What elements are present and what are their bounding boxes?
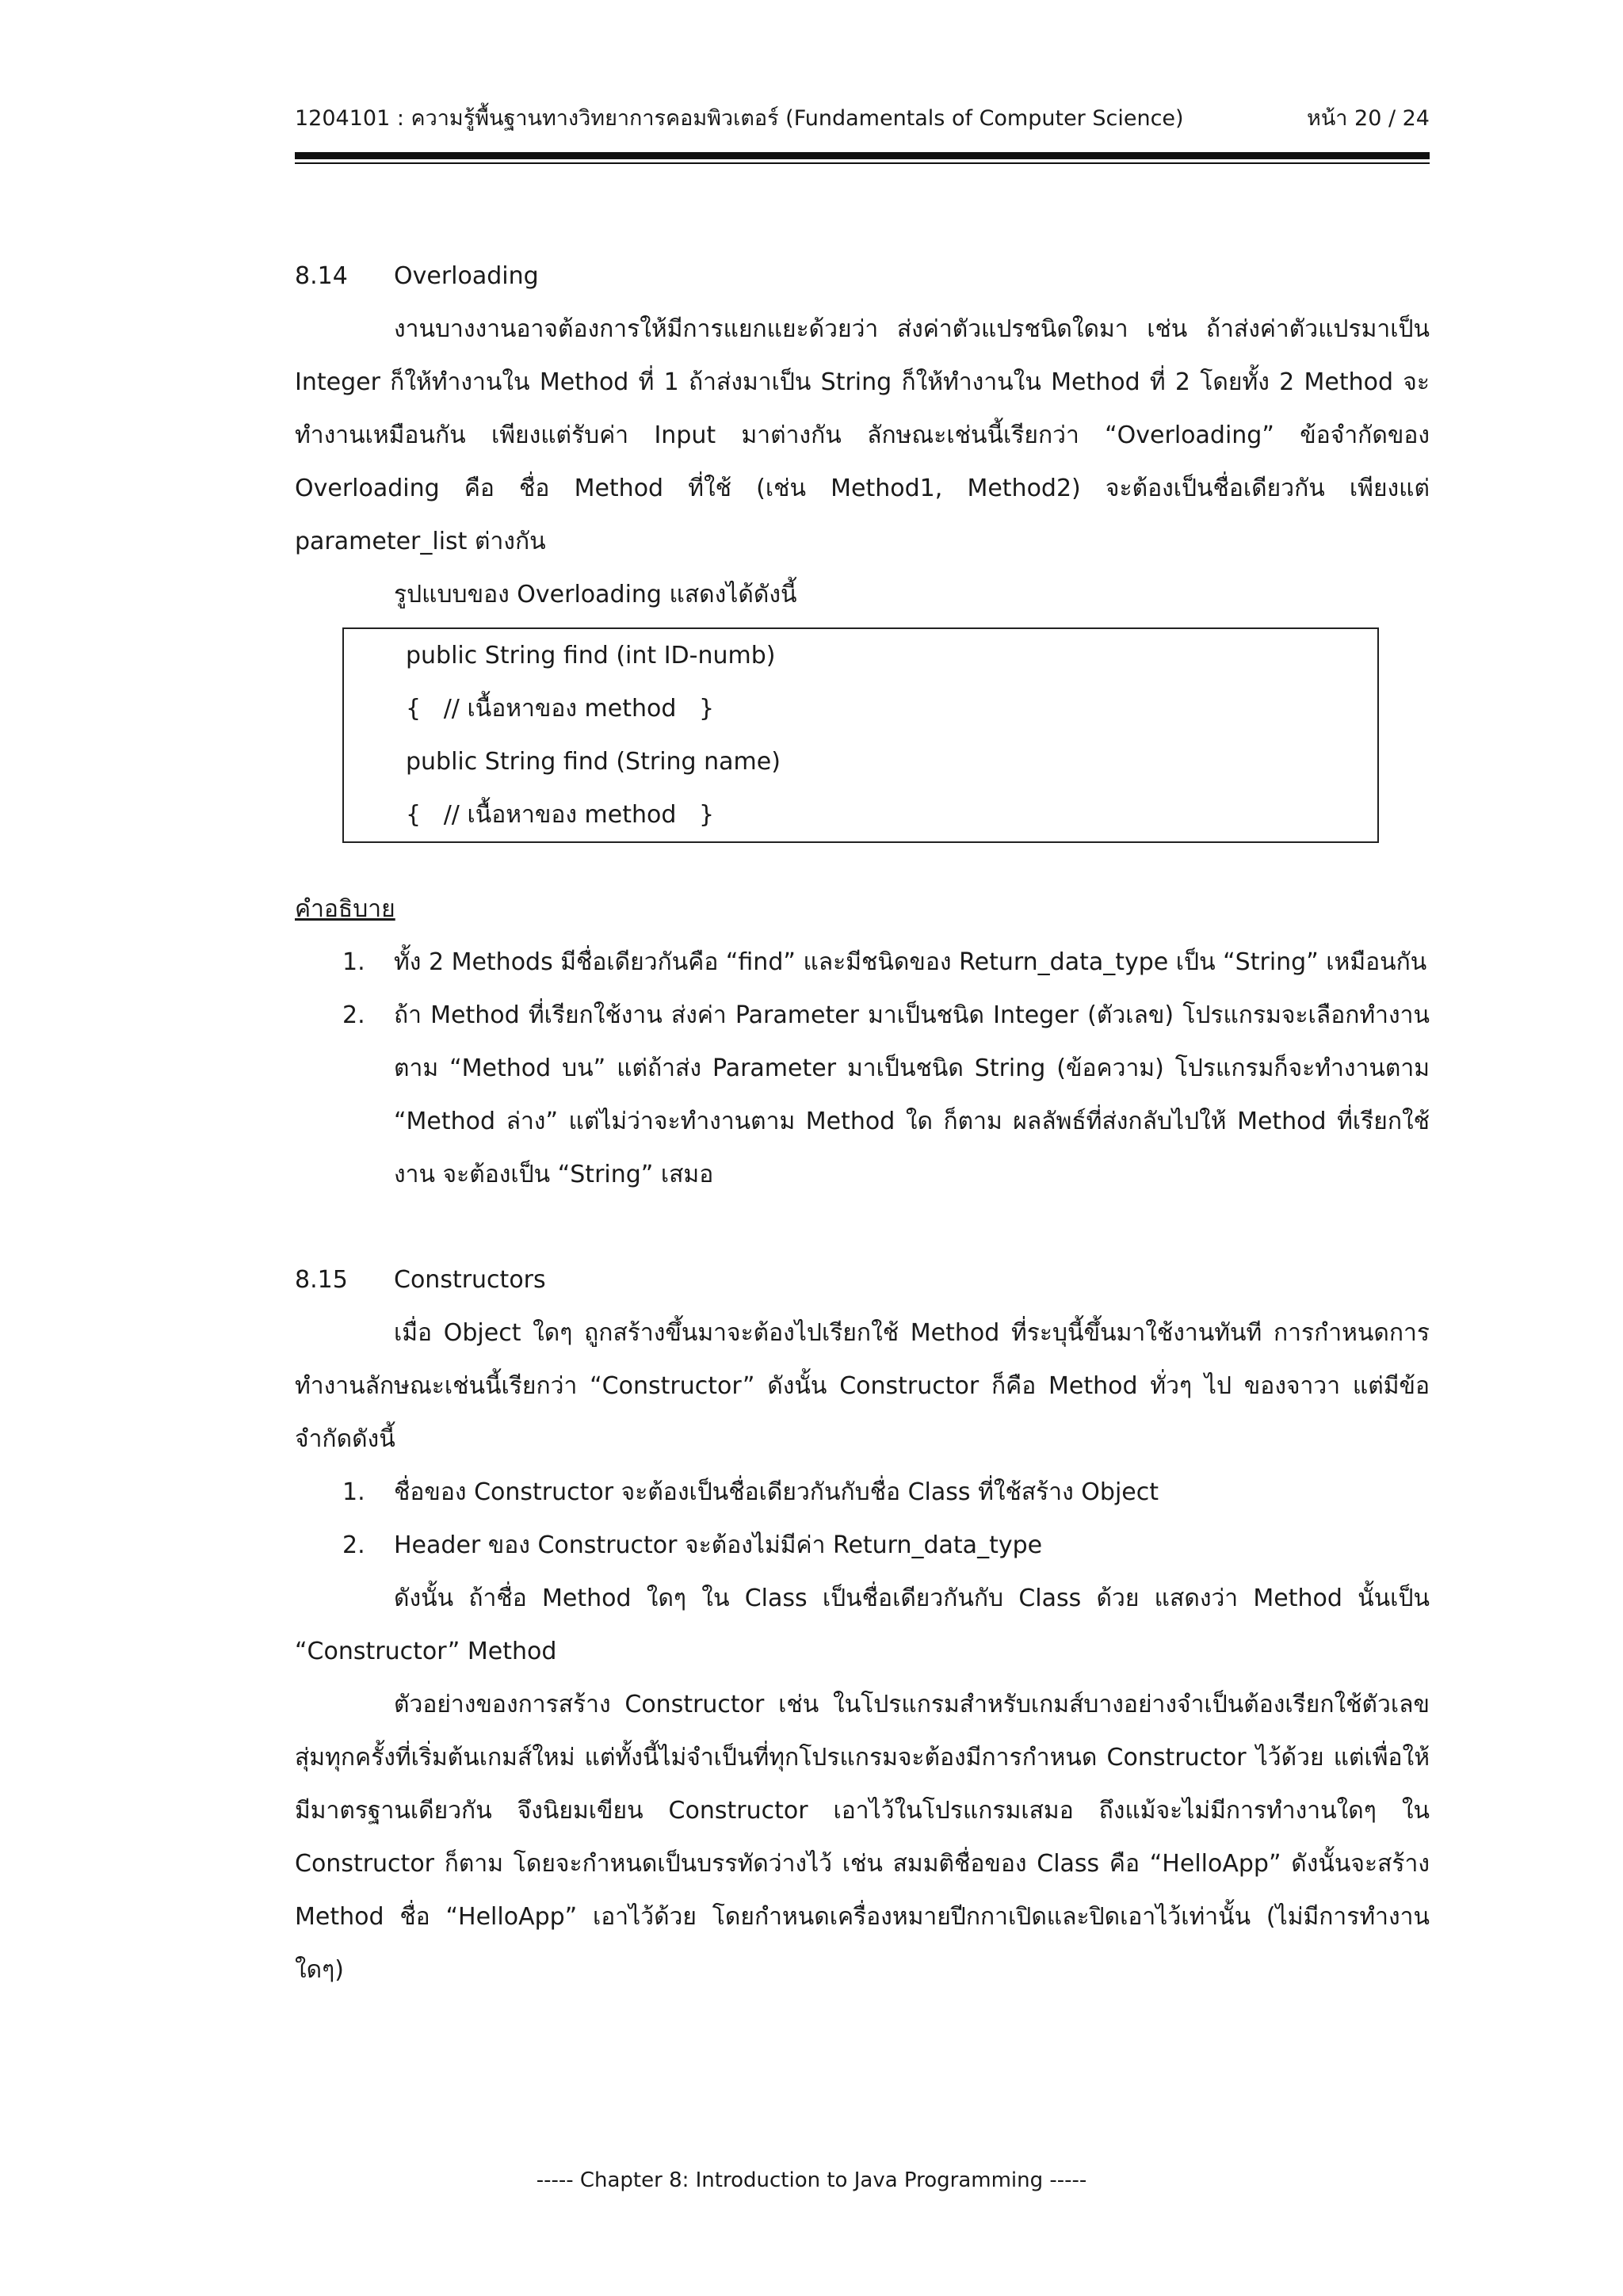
- page-number: หน้า 20 / 24: [1307, 106, 1430, 131]
- list-item: [295, 1466, 1430, 1519]
- header-rule-thick: [295, 152, 1430, 159]
- list-text: ถ้า Method ที่เรียกใช้งาน ส่งค่า Parameter มาเป็นชนิด Integer (ตัวเลข) โปรแกรมจะเลือกทำงานตาม “Method บน” แต่ถ้าส่ง Parameter มาเป็นชนิด String (ข้อความ) โปรแกรมก็จะทำงานตาม “Method ล่าง” แต่ไม่ว่าจะทำงานตาม Method ใด ก็ตาม ผลลัพธ์ที่ส่งกลับไปให้ Method ที่เรียกใช้งาน จะต้องเป็น “String” เสมอ: [394, 1001, 1430, 1188]
- header-rule-thin: [295, 162, 1430, 164]
- explanation-heading: คำอธิบาย: [295, 895, 395, 923]
- list-item: [295, 989, 1430, 1201]
- section-title: Constructors: [394, 1266, 546, 1294]
- list-text: ทั้ง 2 Methods มีชื่อเดียวกันคือ “find” และมีชนิดของ Return_data_type เป็น “String” เหมือนกัน: [394, 948, 1427, 976]
- list-text: ชื่อของ Constructor จะต้องเป็นชื่อเดียวกันกับชื่อ Class ที่ใช้สร้าง Object: [394, 1478, 1159, 1506]
- constructor-example: ตัวอย่างของการสร้าง Constructor เช่น ในโปรแกรมสำหรับเกมส์บางอย่างจำเป็นต้องเรียกใช้ตัวเลขสุ่มทุกครั้งที่เริ่มต้นเกมส์ใหม่ แต่ทั้งนี้ไม่จำเป็นที่ทุกโปรแกรมจะต้องมีการกำหนด Constructor ไว้ด้วย แต่เพื่อให้มีมาตรฐานเดียวกัน จึงนิยมเขียน Constructor เอาไว้ในโปรแกรมเสมอ ถึงแม้จะไม่มีการทำงานใดๆ ใน Constructor ก็ตาม โดยจะกำหนดเป็นบรรทัดว่างไว้ เช่น สมมติชื่อของ Class คือ “HelloApp” ดังนั้นจะสร้าง Method ชื่อ “HelloApp” เอาไว้ด้วย โดยกำหนดเครื่องหมายปีกกาเปิดและปิดเอาไว้เท่านั้น (ไม่มีการทำงานใดๆ): [295, 1691, 1430, 1984]
- overloading-paragraph: งานบางงานอาจต้องการให้มีการแยกแยะด้วยว่า ส่งค่าตัวแปรชนิดใดมา เช่น ถ้าส่งค่าตัวแปรมาเป็น Integer ก็ให้ทำงานใน Method ที่ 1 ถ้าส่งมาเป็น String ก็ให้ทำงานใน Method ที่ 2 โดยทั้ง 2 Method จะทำงานเหมือนกัน เพียงแต่รับค่า Input มาต่างกัน ลักษณะเช่นนี้เรียกว่า “Overloading” ข้อจำกัดของ Overloading คือ ชื่อ Method ที่ใช้ (เช่น Method1, Method2) จะต้องเป็นชื่อเดียวกัน เพียงแต่ parameter_list ต่างกัน: [295, 315, 1430, 555]
- constructor-paragraph: เมื่อ Object ใดๆ ถูกสร้างขึ้นมาจะต้องไปเรียกใช้ Method ที่ระบุนี้ขึ้นมาใช้งานทันที การกำหนดการทำงานลักษณะเช่นนี้เรียกว่า “Constructor” ดังนั้น Constructor ก็คือ Method ทั่วๆ ไป ของจาวา แต่มีข้อจำกัดดังนี้: [295, 1319, 1430, 1453]
- section-number: 8.15: [295, 1266, 348, 1294]
- constraint-list: [295, 1466, 1430, 1572]
- list-number: 2.: [342, 1531, 365, 1559]
- code-line: { // เนื้อหาของ method }: [406, 801, 715, 829]
- section-heading-8-15: [295, 1253, 1430, 1306]
- section-title: Overloading: [394, 262, 539, 290]
- explanation-list: [295, 936, 1430, 1201]
- list-number: 1.: [342, 1478, 365, 1506]
- list-number: 2.: [342, 1001, 365, 1029]
- section-number: 8.14: [295, 262, 348, 290]
- code-line: public String find (int ID-numb): [406, 642, 776, 669]
- list-item: [295, 936, 1430, 989]
- course-title: 1204101 : ความรู้พื้นฐานทางวิทยาการคอมพิวเตอร์ (Fundamentals of Computer Science): [295, 106, 1184, 131]
- list-number: 1.: [342, 948, 365, 976]
- constructor-conclusion: ดังนั้น ถ้าชื่อ Method ใดๆ ใน Class เป็นชื่อเดียวกันกับ Class ด้วย แสดงว่า Method นั้นเป็น “Constructor” Method: [295, 1585, 1430, 1665]
- code-line: { // เนื้อหาของ method }: [406, 695, 715, 723]
- list-text: Header ของ Constructor จะต้องไม่มีค่า Return_data_type: [394, 1531, 1043, 1559]
- list-item: [295, 1519, 1430, 1572]
- format-intro: รูปแบบของ Overloading แสดงได้ดังนี้: [394, 581, 797, 608]
- code-box: [342, 627, 1379, 843]
- section-heading-8-14: [295, 250, 1430, 303]
- page-content: [295, 250, 1430, 1997]
- code-line: public String find (String name): [406, 748, 781, 776]
- page-footer: ----- Chapter 8: Introduction to Java Programming -----: [536, 2168, 1087, 2192]
